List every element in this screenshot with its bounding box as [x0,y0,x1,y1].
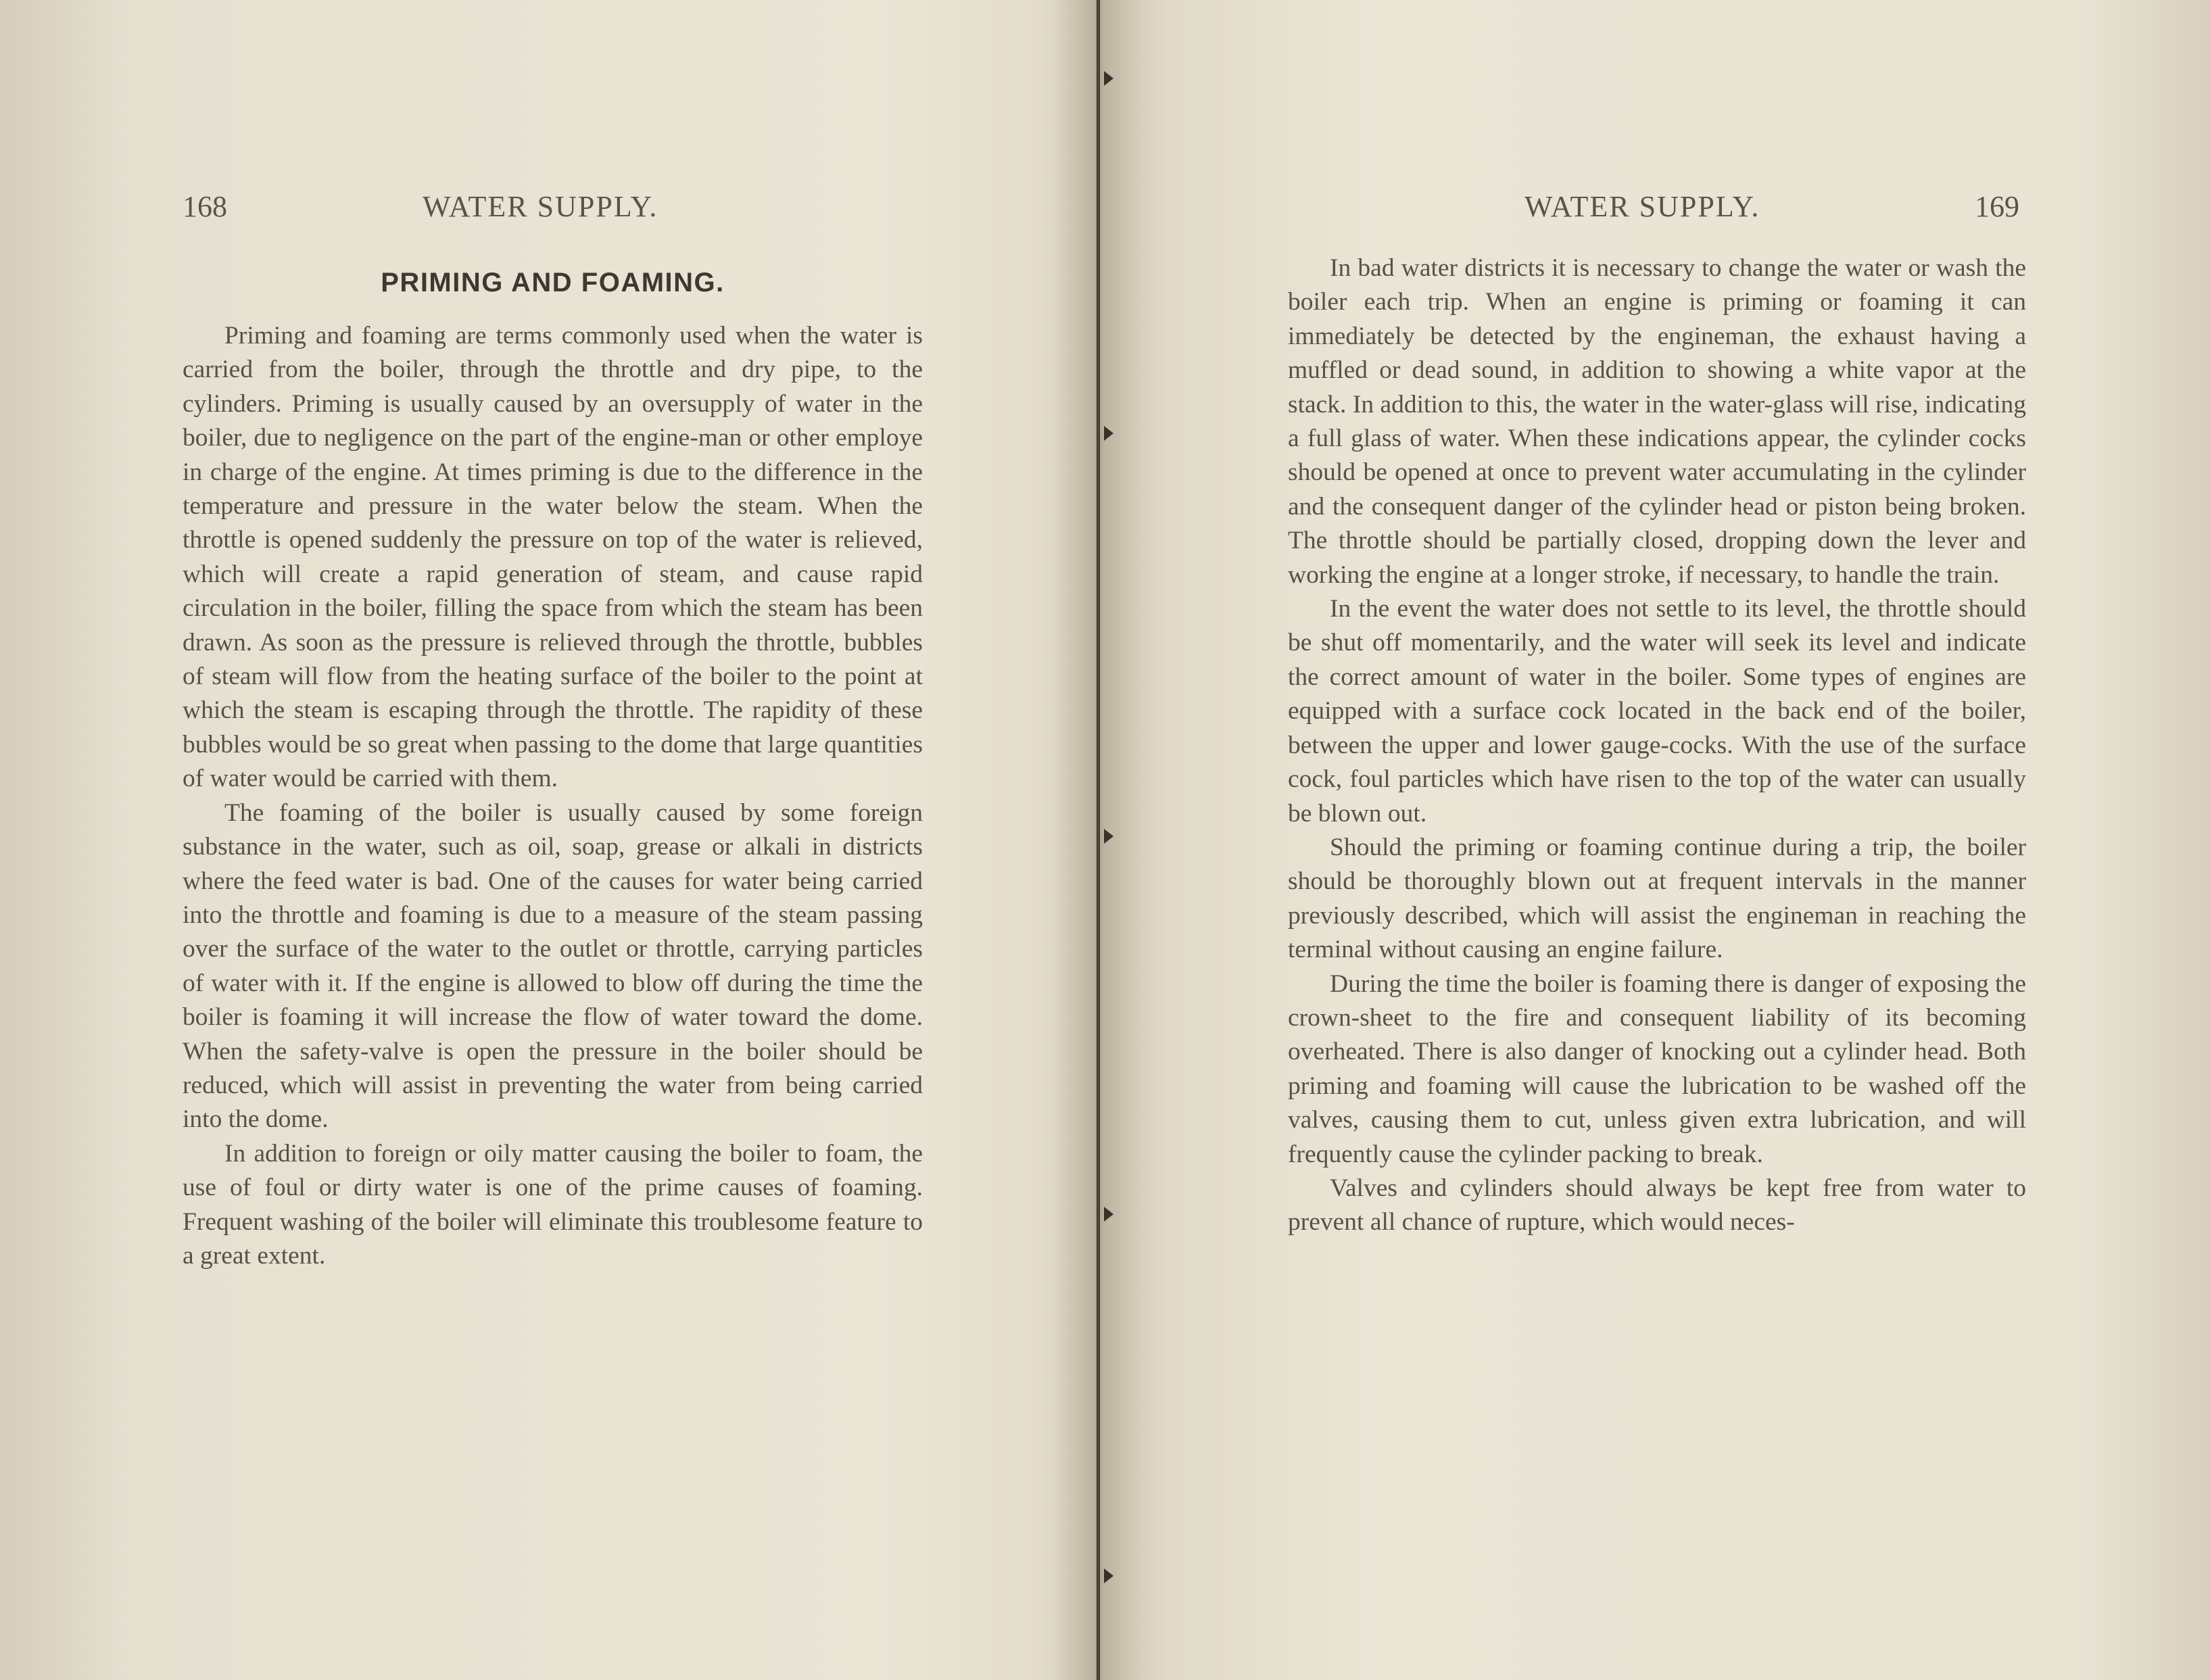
paragraph: In the event the water does not settle to its level, the throttle should be shut off momentarily, and the water will seek its level and indicate the correct amount of water in the boiler. Some types of engines are equipped with a surface cock located in the back end of the boiler, between the upper and lower gauge-cocks. With the use of the surface cock, foul particles which have risen to the top of the water can usually be blown out. [1288,595,2026,827]
right-page [1288,0,2026,1680]
body-text [183,319,923,1273]
section-heading: PRIMING AND FOAMING. [381,268,725,297]
paragraph: In bad water districts it is necessary to change the water or wash the boiler each trip. When an engine is priming or foaming it can immediately be detected by the engineman, the exhaust having a muffled or dead sound, in addition to showing a white vapor at the stack. In addition to this, the water in the water-glass will rise, indicating a full glass of water. When these indications appear, the cylinder cocks should be opened at once to prevent water accumulating in the cylinder and the consequent danger of the cylinder head or piston being broken. The throttle should be partially closed, dropping down the lever and working the engine at a longer stroke, if necessary, to handle the train. [1288,254,2026,589]
paragraph: Priming and foaming are terms commonly used when the water is carried from the boiler, through the throttle and dry pipe, to the cylinders. Priming is usually caused by an oversupply of water in the boiler, due to negligence on the part of the engine-man or other employe in charge of the engine. At times priming is due to the difference in the temperature and pressure in the water below the steam. When the throttle is opened suddenly the pressure on top of the water is relieved, which will create a rapid generation of steam, and cause rapid circulation in the boiler, filling the space from which the steam has been drawn. As soon as the pressure is relieved through the throttle, bubbles of steam will flow from the heating surface of the boiler to the point at which the steam is escaping through the throttle. The rapidity of these bubbles would be so great when passing to the dome that large quantities of water would be carried with them. [183,322,923,793]
running-head [1288,189,2026,230]
running-head [183,189,923,230]
paragraph: Valves and cylinders should always be kept free from water to prevent all chance of rupture, which would neces- [1288,1174,2026,1237]
running-title: WATER SUPPLY. [423,190,658,223]
left-page [183,0,923,1680]
paragraph: During the time the boiler is foaming there is danger of exposing the crown-sheet to the fire and consequent liability of its becoming overheated. There is also danger of knocking out a cylinder head. Both priming and foaming will cause the lubrication to be washed off the valves, causing them to cut, unless given extra lubrication, and will frequently cause the cylinder packing to break. [1288,969,2026,1168]
binding-thread [1097,0,1100,1680]
paragraph: The foaming of the boiler is usually caused by some foreign substance in the water, such as oil, soap, grease or alkali in districts where the feed water is bad. One of the causes for water being carried into the throttle and foaming is due to a measure of the steam passing over the surface of the water to the outlet or throttle, carrying particles of water with it. If the engine is allowed to blow off during the time the boiler is foaming it will increase the flow of water toward the dome. When the safety-valve is open the pressure in the boiler should be reduced, which will assist in preventing the water from being carried into the dome. [183,798,923,1134]
page-number: 169 [1975,190,2019,223]
paragraph: Should the priming or foaming continue during a trip, the boiler should be thoroughly blown out at frequent intervals in the manner previously described, which will assist the engineman in reaching the terminal without causing an engine failure. [1288,833,2026,964]
page-number: 168 [183,190,227,223]
paragraph: In addition to foreign or oily matter causing the boiler to foam, the use of foul or dirty water is one of the prime causes of foaming. Frequent washing of the boiler will eliminate this troublesome feature to a great extent. [183,1139,923,1270]
running-title: WATER SUPPLY. [1524,190,1760,223]
body-text [1288,251,2026,1240]
